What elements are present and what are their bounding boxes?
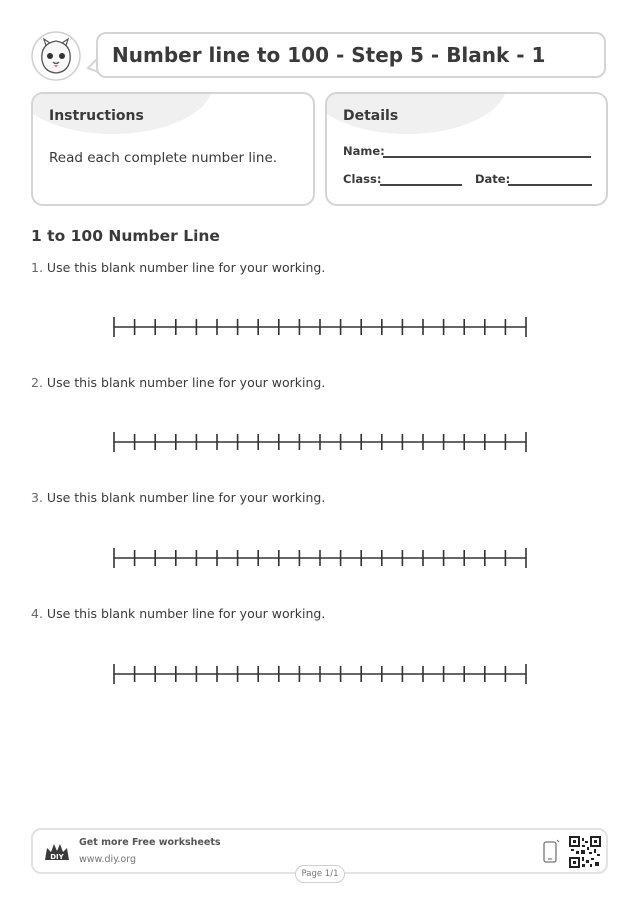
number-line[interactable] xyxy=(110,662,530,686)
date-field[interactable] xyxy=(508,184,592,186)
svg-text:DIY: DIY xyxy=(50,853,64,861)
class-label: Class: xyxy=(343,172,382,186)
diy-logo-icon xyxy=(43,840,71,864)
question-2 xyxy=(31,375,325,390)
qr-code-icon xyxy=(569,836,601,868)
page-title: Number line to 100 - Step 5 - Blank - 1 xyxy=(112,43,546,67)
question-text: Use this blank number line for your working. xyxy=(46,490,326,505)
question-1 xyxy=(31,260,325,275)
phone-icon xyxy=(541,838,561,866)
details-card xyxy=(325,92,608,206)
question-number: 2. xyxy=(31,375,43,390)
question-text: Use this blank number line for your working. xyxy=(46,606,326,621)
date-label: Date: xyxy=(475,172,511,186)
question-number: 1. xyxy=(31,260,43,275)
question-text: Use this blank number line for your working. xyxy=(46,375,326,390)
class-field[interactable] xyxy=(380,184,462,186)
question-number: 4. xyxy=(31,606,43,621)
section-title: 1 to 100 Number Line xyxy=(31,227,220,245)
instructions-card xyxy=(31,92,315,206)
number-line[interactable] xyxy=(110,315,530,339)
number-line[interactable] xyxy=(110,430,530,454)
footer-url[interactable]: www.diy.org xyxy=(79,854,136,865)
title-banner xyxy=(96,32,606,78)
number-line[interactable] xyxy=(110,546,530,570)
details-heading: Details xyxy=(343,108,399,124)
question-4 xyxy=(31,606,325,621)
instructions-heading: Instructions xyxy=(49,108,144,124)
name-label: Name: xyxy=(343,144,385,158)
footer-promo: Get more Free worksheets xyxy=(79,837,221,848)
question-3 xyxy=(31,490,325,505)
name-field[interactable] xyxy=(383,156,591,158)
page-indicator: Page 1/1 xyxy=(295,865,345,883)
question-number: 3. xyxy=(31,490,43,505)
owl-mascot-icon xyxy=(30,30,82,82)
instructions-text: Read each complete number line. xyxy=(49,150,278,166)
question-text: Use this blank number line for your working. xyxy=(46,260,326,275)
